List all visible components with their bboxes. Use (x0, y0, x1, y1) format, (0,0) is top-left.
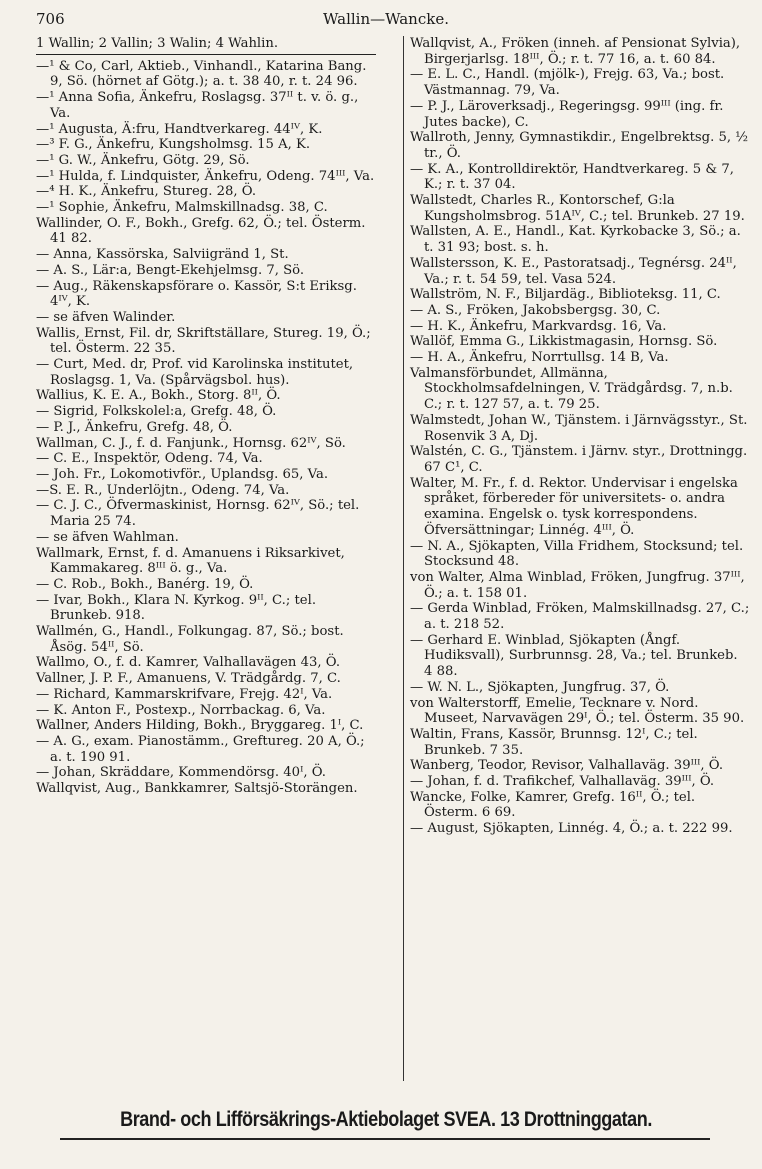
directory-entry: —¹ Hulda, f. Lindquister, Änkefru, Odeng. 74ᴵᴵᴵ, Va. (36, 168, 375, 184)
directory-entry: — August, Sjökapten, Linnég. 4, Ö.; a. t. 222 99. (410, 821, 733, 837)
directory-entry: — P. J., Änkefru, Grefg. 48, Ö. (36, 419, 233, 435)
footer-advertisement: Brand- och Lifförsäkrings-Aktiebolaget SVEA. 13 Drottninggatan. (120, 1108, 652, 1131)
directory-entry: —¹ G. W., Änkefru, Götg. 29, Sö. (36, 152, 250, 168)
directory-entry: Wallstersson, K. E., Pastoratsadj., Tegnérsg. 24ᴵᴵ, Va.; r. t. 54 59, tel. Vasa 524. (410, 255, 737, 287)
directory-entry: — se äfven Walinder. (36, 309, 176, 325)
columns-container (36, 36, 750, 1096)
footer-underline (60, 1138, 710, 1140)
directory-entry: Walstén, C. G., Tjänstem. i Järnv. styr., Drottningg. 67 C¹, C. (410, 444, 748, 475)
directory-entry: Wallinder, O. F., Bokh., Grefg. 62, Ö.; tel. Österm. 41 82. (36, 215, 366, 247)
directory-entry: — Aug., Räkenskapsförare o. Kassör, S:t Eriksg. 4ᴵⱽ, K. (36, 278, 357, 310)
directory-entry: —³ F. G., Änkefru, Kungsholmsg. 15 A, K. (36, 137, 311, 153)
directory-entry: — N. A., Sjökapten, Villa Fridhem, Stocksund; tel. Stocksund 48. (410, 538, 744, 570)
directory-entry: — Ivar, Bokh., Klara N. Kyrkog. 9ᴵᴵ, C.; tel. Brunkeb. 918. (36, 592, 317, 624)
page-number: 706 (36, 10, 65, 28)
directory-entry: — Sigrid, Folkskolel:a, Grefg. 48, Ö. (36, 404, 277, 420)
directory-entry: Wallqvist, A., Fröken (inneh. af Pensionat Sylvia), Birgerjarlsg. 18ᴵᴵᴵ, Ö.; r. t. 77 16, a. t. 60 84. (410, 36, 741, 67)
directory-entry: — Richard, Kammarskrifvare, Frejg. 42ᴵ, Va. (36, 686, 333, 702)
directory-entry: Wanberg, Teodor, Revisor, Valhallaväg. 39ᴵᴵᴵ, Ö. (410, 758, 724, 774)
directory-entry: — K. Anton F., Postexp., Norrbackag. 6, Va. (36, 702, 326, 718)
column-divider (403, 36, 404, 1081)
directory-entry: — se äfven Wahlman. (36, 529, 179, 545)
directory-entry: — C. E., Inspektör, Odeng. 74, Va. (36, 451, 263, 467)
directory-entry: —¹ Augusta, Ä:fru, Handtverkareg. 44ᴵⱽ, K. (36, 121, 323, 137)
directory-entry: Wallner, Anders Hilding, Bokh., Bryggareg. 1ᴵ, C. (36, 718, 364, 734)
directory-entry: Wallius, K. E. A., Bokh., Storg. 8ᴵᴵ, Ö. (36, 388, 281, 404)
directory-entry: Wallstedt, Charles R., Kontorschef, G:la Kungsholmsbrog. 51Aᴵⱽ, C.; tel. Brunkeb. 27 19. (410, 193, 745, 224)
directory-entry: — H. A., Änkefru, Norrtullsg. 14 B, Va. (410, 350, 669, 366)
directory-entry: Wallsten, A. E., Handl., Kat. Kyrkobacke 3, Sö.; a. t. 31 93; bost. s. h. (410, 224, 741, 256)
directory-entry: Valmansförbundet, Allmänna, Stockholmsafdelningen, V. Trädgårdsg. 7, n.b. C.; r. t. 127 57, a. t. 79 25. (410, 365, 733, 413)
right-entries-list (410, 36, 750, 837)
left-entries-list (36, 59, 376, 797)
directory-entry: — Johan, Skräddare, Kommendörsg. 40ᴵ, Ö. (36, 765, 326, 781)
directory-entry: Wallqvist, Aug., Bankkamrer, Saltsjö-Storängen. (36, 781, 358, 797)
directory-entry: — C. Rob., Bokh., Banérg. 19, Ö. (36, 576, 254, 592)
directory-entry: Vallner, J. P. F., Amanuens, V. Trädgårdg. 7, C. (36, 671, 341, 687)
directory-entry: von Walterstorff, Emelie, Tecknare v. Nord. Museet, Narvavägen 29ᴵ, Ö.; tel. Österm. 35 90. (410, 695, 745, 727)
directory-entry: —¹ Anna Sofia, Änkefru, Roslagsg. 37ᴵᴵ t. v. ö. g., Va. (36, 90, 359, 121)
directory-entry: Walter, M. Fr., f. d. Rektor. Undervisar i engelska språket, förbereder för universitets- o. andra examina. Engelsk o. tysk korrespondens. Öfversättningar; Linnég. 4ᴵᴵᴵ, Ö. (410, 475, 738, 538)
directory-entry: —S. E. R., Underlöjtn., Odeng. 74, Va. (36, 482, 290, 498)
directory-entry: — Joh. Fr., Lokomotivför., Uplandsg. 65, Va. (36, 466, 329, 482)
directory-entry: — Curt, Med. dr, Prof. vid Karolinska institutet, Roslagsg. 1, Va. (Spårvägsbol. hus). (36, 357, 354, 388)
directory-entry: — Anna, Kassörska, Salviigränd 1, St. (36, 247, 289, 263)
directory-entry: —¹ & Co, Carl, Aktieb., Vinhandl., Katarina Bang. 9, Sö. (hörnet af Götg.); a. t. 38 40, r. t. 24 96. (36, 58, 367, 90)
page-header (36, 10, 736, 32)
running-title: Wallin—Wancke. (323, 10, 449, 28)
directory-entry: Wallström, N. F., Biljardäg., Biblioteksg. 11, C. (410, 287, 721, 303)
directory-entry: Wallis, Ernst, Fil. dr, Skriftställare, Stureg. 19, Ö.; tel. Österm. 22 35. (36, 325, 371, 357)
directory-entry: — W. N. L., Sjökapten, Jungfrug. 37, Ö. (410, 679, 670, 695)
directory-entry: —¹ Sophie, Änkefru, Malmskillnadsg. 38, C. (36, 200, 328, 216)
directory-entry: Wallman, C. J., f. d. Fanjunk., Hornsg. 62ᴵⱽ, Sö. (36, 435, 346, 451)
directory-entry: Walmstedt, Johan W., Tjänstem. i Järnvägsstyr., St. Rosenvik 3 A, Dj. (410, 412, 748, 444)
directory-entry: — C. J. C., Öfvermaskinist, Hornsg. 62ᴵⱽ, Sö.; tel. Maria 25 74. (36, 498, 360, 530)
left-column-headline: 1 Wallin; 2 Vallin; 3 Walin; 4 Wahlin. (36, 36, 376, 55)
directory-entry: Wallmén, G., Handl., Folkungag. 87, Sö.; bost. Åsög. 54ᴵᴵ, Sö. (36, 624, 344, 655)
directory-entry: — Gerda Winblad, Fröken, Malmskillnadsg. 27, C.; a. t. 218 52. (410, 601, 750, 633)
directory-entry: Wallmo, O., f. d. Kamrer, Valhallavägen 43, Ö. (36, 655, 341, 671)
directory-entry: — A. S., Lär:a, Bengt-Ekehjelmsg. 7, Sö. (36, 262, 305, 278)
directory-entry: — P. J., Läroverksadj., Regeringsg. 99ᴵᴵᴵ (ing. fr. Jutes backe), C. (410, 98, 724, 130)
directory-entry: —⁴ H. K., Änkefru, Stureg. 28, Ö. (36, 184, 257, 200)
directory-entry: — Johan, f. d. Trafikchef, Valhallaväg. 39ᴵᴵᴵ, Ö. (410, 774, 715, 790)
directory-entry: von Walter, Alma Winblad, Fröken, Jungfrug. 37ᴵᴵᴵ, Ö.; a. t. 158 01. (410, 569, 745, 601)
directory-entry: Waltin, Frans, Kassör, Brunnsg. 12ᴵ, C.; tel. Brunkeb. 7 35. (410, 726, 698, 758)
directory-entry: Wancke, Folke, Kamrer, Grefg. 16ᴵᴵ, Ö.; tel. Österm. 6 69. (410, 789, 696, 821)
right-column (410, 36, 750, 837)
directory-entry: Wallmark, Ernst, f. d. Amanuens i Riksarkivet, Kammakareg. 8ᴵᴵᴵ ö. g., Va. (36, 545, 345, 577)
directory-entry: Wallroth, Jenny, Gymnastikdir., Engelbrektsg. 5, ½ tr., Ö. (410, 130, 749, 161)
directory-entry: — A. S., Fröken, Jakobsbergsg. 30, C. (410, 302, 661, 318)
directory-entry: — H. K., Änkefru, Markvardsg. 16, Va. (410, 318, 667, 334)
directory-entry: Wallöf, Emma G., Likkistmagasin, Hornsg. Sö. (410, 334, 718, 350)
left-column (36, 36, 376, 797)
directory-entry: — A. G., exam. Pianostämm., Greftureg. 20 A, Ö.; a. t. 190 91. (36, 733, 365, 765)
directory-entry: — E. L. C., Handl. (mjölk-), Frejg. 63, Va.; bost. Västmannag. 79, Va. (410, 67, 725, 99)
directory-entry: — K. A., Kontrolldirektör, Handtverkareg. 5 & 7, K.; r. t. 37 04. (410, 161, 734, 193)
directory-entry: — Gerhard E. Winblad, Sjökapten (Ångf. Hudiksvall), Surbrunnsg. 28, Va.; tel. Brunkeb. 4 88. (410, 632, 738, 680)
